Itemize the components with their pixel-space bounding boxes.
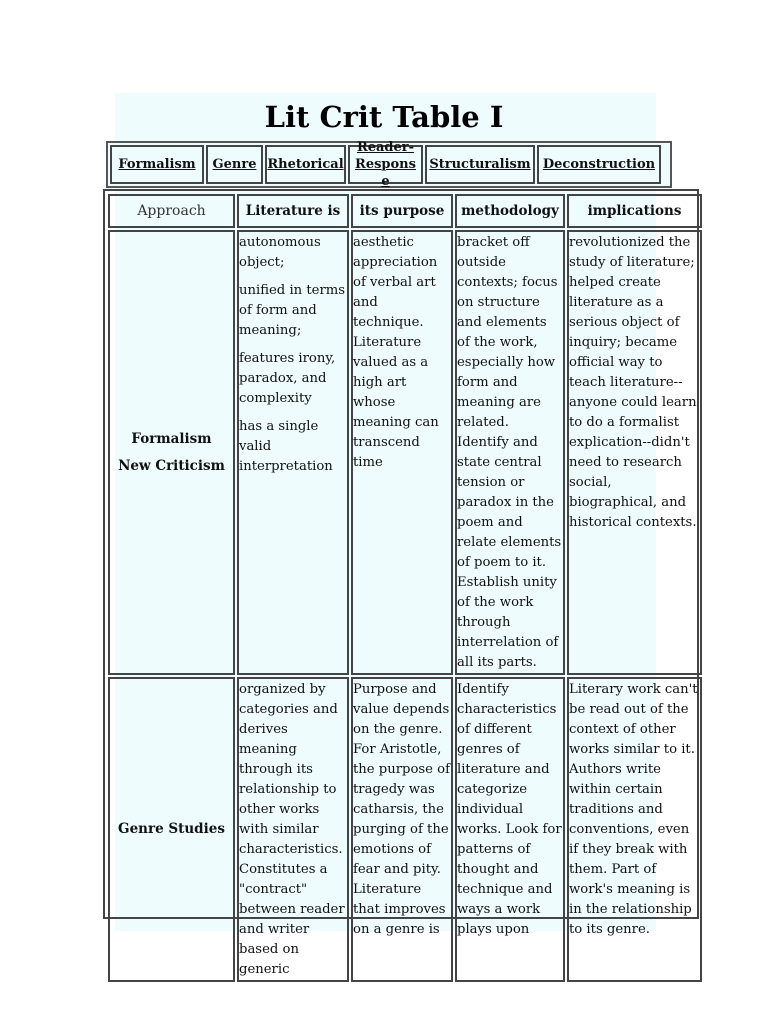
formalism-implications: revolutionized the study of literature; helped create literature as a serious object of inquiry; became official way to teach literature--anyone could learn to do a formalist explication--didn't need to research social, biographical, and historical contexts.: [567, 230, 702, 675]
page-title: Lit Crit Table I: [264, 100, 504, 134]
nav-link-formalism[interactable]: Formalism: [110, 145, 204, 184]
genre-implications: Literary work can't be read out of the context of other works similar to it. Authors write within certain traditions and conventions, even if they break with them. Part of work's meaning is in the relationship to its genre.: [567, 677, 702, 982]
genre-methodology: Identify characteristics of different genres of literature and categorize individual works. Look for patterns of thought and technique and ways a work plays upon: [455, 677, 565, 982]
header-methodology: methodology: [455, 194, 565, 228]
formalism-methodology: bracket off outside contexts; focus on structure and elements of the work, especially how form and meaning are related. Identify and state central tension or paradox in the poem and relate elements of poem to it. Establish unity of the work through interrelation of all its parts.: [455, 230, 565, 675]
formalism-literature-is-item: unified in terms of form and meaning;: [239, 283, 346, 338]
header-approach: Approach: [108, 194, 235, 228]
approach-nav: [106, 141, 672, 188]
formalism-literature-is-item: autonomous object;: [239, 235, 321, 270]
nav-link-rhetorical[interactable]: Rhetorical: [265, 145, 346, 184]
header-implications: implications: [567, 194, 702, 228]
lit-crit-table: [103, 189, 699, 977]
nav-link-structuralism[interactable]: Structuralism: [425, 145, 535, 184]
formalism-literature-is: [237, 230, 349, 675]
header-its-purpose: its purpose: [351, 194, 453, 228]
formalism-literature-is-item: features irony, paradox, and complexity: [239, 351, 336, 406]
row-label-formalism-line1: Formalism: [131, 430, 212, 447]
row-label-formalism: [108, 230, 235, 675]
formalism-purpose: aesthetic appreciation of verbal art and technique. Literature valued as a high art whose meaning can transcend time: [351, 230, 453, 675]
table-row-genre: [108, 677, 702, 982]
nav-link-genre[interactable]: Genre: [206, 145, 263, 184]
nav-link-deconstruction[interactable]: Deconstruction: [537, 145, 661, 184]
table-row-formalism: [108, 230, 702, 675]
table-header-row: [108, 194, 702, 228]
formalism-literature-is-item: has a single valid interpretation: [239, 419, 333, 474]
genre-literature-is: organized by categories and derives meaning through its relationship to other works with similar characteristics. Constitutes a "contract" between reader and writer based on generic: [237, 677, 349, 982]
header-literature-is: Literature is: [237, 194, 349, 228]
row-label-genre: Genre Studies: [108, 677, 235, 982]
genre-purpose: Purpose and value depends on the genre. For Aristotle, the purpose of tragedy was catharsis, the purging of the emotions of fear and pity. Literature that improves on a genre is: [351, 677, 453, 982]
nav-link-reader-response[interactable]: Reader-Response: [348, 145, 423, 184]
row-label-formalism-line2: New Criticism: [118, 457, 225, 474]
